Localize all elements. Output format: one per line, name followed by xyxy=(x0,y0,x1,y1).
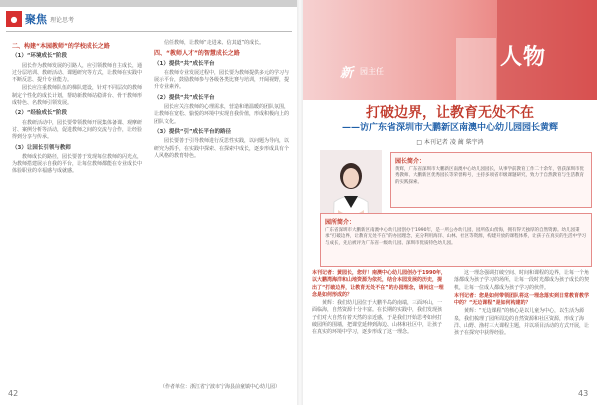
column-subtitle: 理论思考 xyxy=(50,16,75,24)
page-number-right: 43 xyxy=(578,389,589,398)
paragraph: 信任教师，让教师“走进来、信其道”的成长。 xyxy=(164,40,265,46)
paragraph: 园长应注重教师队伍的梯队建设，针对不同层次的教师制定个性化的成长计划，帮助新教师站稳讲台、骨干教师形成特色、名教师引领发展。 xyxy=(12,85,143,107)
paragraph: 园长应关注教师的心理需求，营造和谐温暖的团队氛围，让教师在宽松、愉悦的环境中实现自我价值，形成积极向上的团队文化。 xyxy=(154,104,290,125)
interview-answer: 这一理念强调打破空间、时间和课程的边界，让每一个角落都成为孩子学习的场所，让每一段时光都成为孩子成长的契机，让每一位成人都成为孩子学习的伙伴。 xyxy=(454,270,590,291)
sub-heading: （1）“环境成长”阶段 xyxy=(12,53,68,60)
column-mark-icon: ● xyxy=(6,11,22,27)
interview-question: 本刊记者：黄园长，您好！南澳中心幼儿园创办于1990年，以大鹏湾海洋和山地资源为依托，结合本园发展的历史，提出了“打破边界，让教育无处不在”的办园理念，请问这一理念是如何形成的？ xyxy=(312,270,446,298)
sub-heading: （1）提供“共”成长平台 xyxy=(154,60,215,67)
top-band xyxy=(0,0,297,7)
banner-new-label: 新 xyxy=(340,66,354,81)
interview-answer: 黄辉：“无边课程”的核心是以儿童为中心，以生活为源泉，我们梳理了园所周边的自然资源和社区资源，形成了海洋、山野、渔村三大课程主题，并以项目活动的方式开展，让孩子在探究中获得经验。 xyxy=(454,308,590,337)
paragraph: 在教师专业发展过程中，园长要为教师提供多元的学习与展示平台，鼓励教师参与各级各类比赛与培训，开阔视野，提升专业素养。 xyxy=(154,69,290,91)
box-text: 广东省深圳市大鹏新区南澳中心幼儿园创办于1990年，是一所公办幼儿园，园所依山傍海，拥有得天独厚的自然资源。幼儿园秉承“打破边界，让教育无处不在”的办园理念，充分利用海洋、山林、社区等资源，构建开放的课程体系，让孩子在真实的生活中学习与成长，先后被评为广东省一级幼儿园、深圳市优质特色幼儿园。 xyxy=(325,228,587,246)
kindergarten-profile-box xyxy=(320,213,592,267)
sub-heading: （2）“经验成长”阶段 xyxy=(12,110,68,117)
article-subtitle: ——访广东省深圳市大鹏新区南澳中心幼儿园园长黄辉 xyxy=(341,123,558,133)
banner-block xyxy=(456,38,496,100)
article-byline: □ 本刊记者 凌 蔺 柴宇鸿 xyxy=(416,139,484,146)
interview-answer: 黄辉：我们幼儿园位于大鹏半岛的南端，三面环山，一面临海，自然资源十分丰富。在长期的实践中，我们发现孩子们对大自然有着天然的亲近感，于是我们开始思考如何打破园所的围墙，把课堂延伸到海边、山林和社区中，让孩子在真实的环境中学习，逐步形成了这一理念。 xyxy=(312,300,443,336)
paragraph: 教师成长的路径，园长要善于发现每位教师的闪光点，为教师搭建展示自我的平台，让每位教师都能在专业成长中体验职业的幸福感与成就感。 xyxy=(12,153,143,175)
right-column-2 xyxy=(454,270,590,339)
banner-title: 人物 xyxy=(500,45,547,70)
section-heading: 二、构建“本园教师”的学校成长之路 xyxy=(12,43,110,50)
article-title: 打破边界，让教育无处不在 xyxy=(366,105,534,121)
sub-heading: （3）让园长引领与教师 xyxy=(12,144,71,151)
paragraph: 在教研活动中，园长要带领教师开展集体备课、观摩研讨、案例分析等活动，促进教师之间的交流与合作，让经验得到分享与传承。 xyxy=(12,119,143,141)
paragraph: 园长作为教师发展的引路人，应引领教师自主成长，通过分层培训、教研活动、课题研究等方式，让教师在实践中不断反思、提升专业能力。 xyxy=(12,62,143,84)
left-column-2 xyxy=(154,40,290,161)
sub-heading: （3）提供“引”成长平台的路径 xyxy=(154,128,232,135)
box-title: 园所简介： xyxy=(325,219,356,226)
interview-question: 本刊记者：您是如何带领团队将这一理念落实到日常教育教学中的？“无边课程”是如何构建的？ xyxy=(454,292,590,307)
section-heading: 四、“教师人才”的智慧成长之路 xyxy=(154,50,240,58)
page-number-left: 42 xyxy=(8,389,19,398)
right-column-1 xyxy=(312,270,446,338)
box-text: 黄辉，广东省深圳市大鹏新区南澳中心幼儿园园长，从事学前教育工作二十余年，曾获深圳市优秀教师、大鹏新区优秀园长等荣誉称号，主持多项省市级课题研究，致力于自然教育与生活教育的实践探索。 xyxy=(395,167,584,185)
paragraph: 园长要善于引导教师进行反思性实践，以问题为导向，以研究为抓手，在实践中探索、在探索中成长，逐步形成具有个人风格的教育特色。 xyxy=(154,138,290,159)
sub-heading: （2）提供“共”成长平台 xyxy=(154,94,215,101)
left-column-1 xyxy=(12,40,144,177)
column-title: 聚焦 xyxy=(25,13,47,26)
banner-column-label: 园主任 xyxy=(360,67,384,76)
box-title: 园长简介： xyxy=(395,158,426,165)
header-rule xyxy=(6,31,292,32)
author-affiliation: （作者单位：浙江省宁波市宁海县前童镇中心幼儿园） xyxy=(160,384,281,390)
principal-profile-box xyxy=(390,152,592,208)
left-header xyxy=(6,9,74,29)
